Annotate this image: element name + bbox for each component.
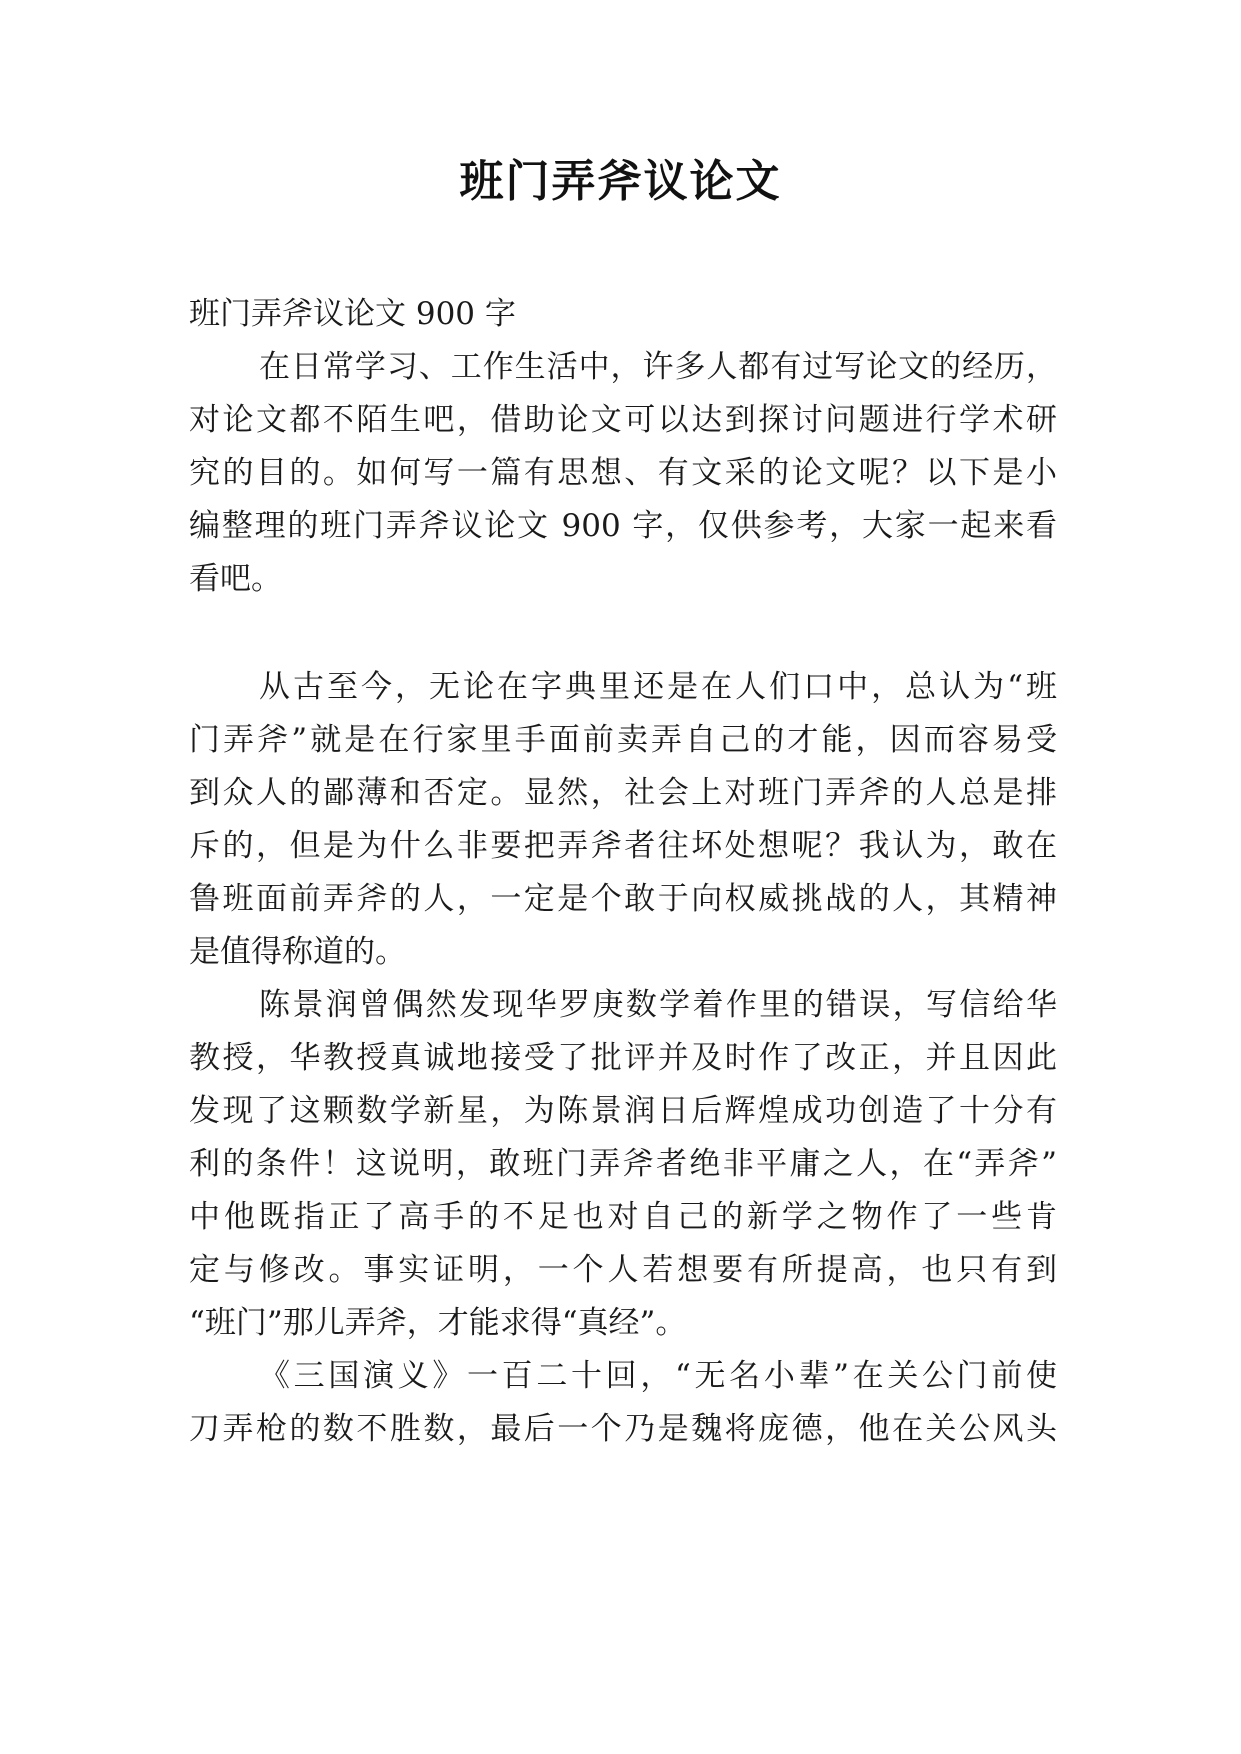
paragraph-line: 鲁班面前弄斧的人，一定是个敢于向权威挑战的人，其精神 [189, 881, 1057, 917]
paragraph-example-sanguo [189, 1350, 1057, 1456]
paragraph-line: 看吧。 [189, 561, 282, 597]
paragraph-line: 《三国演义》一百二十回，“无名小辈”在关公门前使 [259, 1358, 1057, 1394]
paragraph-line: 教授，华教授真诚地接受了批评并及时作了改正，并且因此 [189, 1040, 1057, 1076]
paragraph-line: “班门”那儿弄斧，才能求得“真经”。 [189, 1305, 687, 1341]
paragraph-line: 在日常学习、工作生活中，许多人都有过写论文的经历， [259, 349, 1057, 385]
paragraph-example-chen [189, 979, 1057, 1350]
paragraph-line: 究的目的。如何写一篇有思想、有文采的论文呢？以下是小 [189, 455, 1057, 491]
paragraph-line: 利的条件！这说明，敢班门弄斧者绝非平庸之人，在“弄斧” [189, 1146, 1057, 1182]
paragraph-line: 对论文都不陌生吧，借助论文可以达到探讨问题进行学术研 [189, 402, 1057, 438]
paragraph-line: 定与修改。事实证明，一个人若想要有所提高，也只有到 [189, 1252, 1057, 1288]
paragraph-line: 刀弄枪的数不胜数，最后一个乃是魏将庞德，他在关公风头 [189, 1411, 1057, 1447]
paragraph-line: 门弄斧”就是在行家里手面前卖弄自己的才能，因而容易受 [189, 722, 1057, 758]
paragraph-line: 斥的，但是为什么非要把弄斧者往坏处想呢？我认为，敢在 [189, 828, 1057, 864]
paragraph-line: 编整理的班门弄斧议论文 900 字，仅供参考，大家一起来看 [189, 508, 1057, 544]
document-body [189, 288, 1057, 1456]
paragraph-intro [189, 341, 1057, 606]
document-subtitle: 班门弄斧议论文 900 字 [189, 296, 516, 332]
paragraph-line: 陈景润曾偶然发现华罗庚数学着作里的错误，写信给华 [259, 987, 1057, 1023]
paragraph-line: 到众人的鄙薄和否定。显然，社会上对班门弄斧的人总是排 [189, 775, 1057, 811]
document-title: 班门弄斧议论文 [459, 156, 782, 207]
paragraph-line: 发现了这颗数学新星，为陈景润日后辉煌成功创造了十分有 [189, 1093, 1057, 1129]
paragraph-line: 中他既指正了高手的不足也对自己的新学之物作了一些肯 [189, 1199, 1057, 1235]
paragraph-spacer [189, 606, 1057, 661]
paragraph-line: 是值得称道的。 [189, 934, 406, 970]
paragraph-line: 从古至今，无论在字典里还是在人们口中，总认为“班 [259, 669, 1057, 705]
paragraph-argument [189, 661, 1057, 979]
